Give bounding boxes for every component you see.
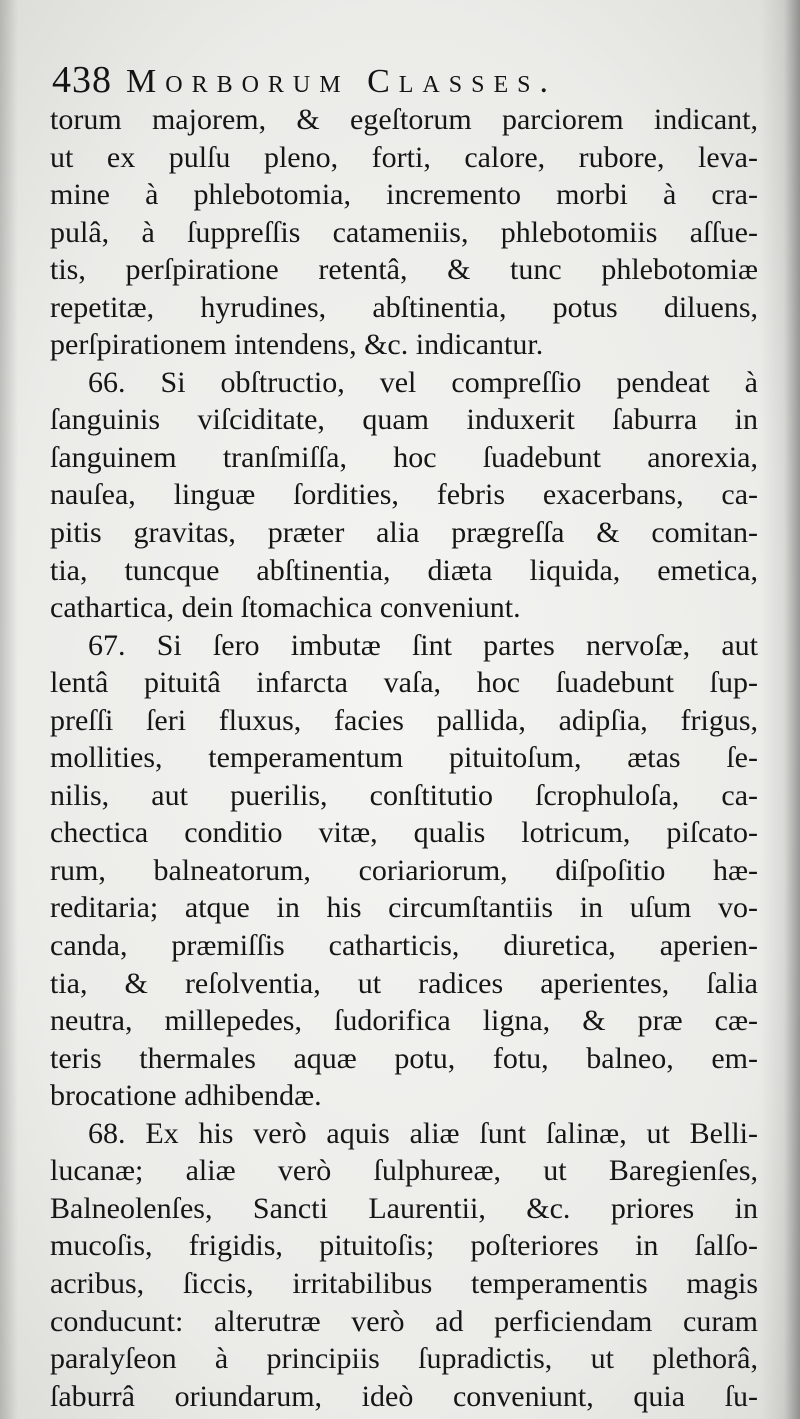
text-line: chectica conditio vitæ, qualis lotricum, piſcato- [50, 816, 758, 850]
text-line: canda, præmiſſis catharticis, diuretica, aperien- [50, 929, 758, 963]
text-line: rum, balneatorum, coriariorum, diſpoſitio hæ- [50, 853, 758, 887]
text-line: ſanguinem tranſmiſſa, hoc ſuadebunt anorexia, [50, 440, 758, 474]
text-line: cathartica, dein ſtomachica conveniunt. [50, 591, 521, 625]
text-line: paralyſeon à principiis ſupradictis, ut plethorâ, [50, 1342, 758, 1376]
text-line: teris thermales aquæ potu, fotu, balneo, em- [50, 1041, 758, 1075]
text-line: brocatione adhibendæ. [50, 1079, 322, 1113]
text-line: lentâ pituitâ infarcta vaſa, hoc ſuadebunt ſup- [50, 666, 758, 700]
text-line: tis, perſpiratione retentâ, & tunc phlebotomiæ [50, 253, 758, 287]
text-line: neutra, millepedes, ſudorifica ligna, & præ cæ- [50, 1004, 758, 1038]
text-line: perſpirationem intendens, &c. indicantur. [50, 328, 544, 362]
text-line: tia, tuncque abſtinentia, diæta liquida, emetica, [50, 553, 758, 587]
text-line: pulâ, à ſuppreſſis catameniis, phlebotomiis aſſue- [50, 215, 758, 249]
text-line: nilis, aut puerilis, conſtitutio ſcrophuloſa, ca- [50, 778, 758, 812]
text-line: tia, & reſolventia, ut radices aperientes, ſalia [50, 966, 758, 1000]
paragraph-68-start: 68. Ex his verò aquis aliæ ſunt ſalinæ, ut Belli- [88, 1116, 758, 1150]
text-line: torum majorem, & egeſtorum parciorem indicant, [50, 103, 758, 136]
text-line: ſanguinis viſciditate, quam induxerit ſaburra in [50, 403, 758, 437]
paragraph-67-start: 67. Si ſero imbutæ ſint partes nervoſæ, aut [88, 628, 758, 662]
text-line: Balneolenſes, Sancti Laurentii, &c. priores in [50, 1191, 758, 1225]
text-line: mollities, temperamentum pituitoſum, ætas ſe- [50, 741, 758, 775]
text-line: nauſea, linguæ ſordities, febris exacerbans, ca- [50, 478, 758, 512]
text-line: mucoſis, frigidis, pituitoſis; poſteriores in ſalſo- [50, 1229, 758, 1263]
text-line: mine à phlebotomia, incremento morbi à cra- [50, 178, 758, 212]
text-line: ut ex pulſu pleno, forti, calore, rubore, leva- [50, 140, 758, 174]
page-number: 438 [52, 59, 112, 101]
paragraph-66-start: 66. Si obſtructio, vel compreſſio pendeat à [88, 365, 758, 399]
page-gutter-shadow [0, 0, 18, 1419]
text-line: reditaria; atque in his circumſtantiis in uſum vo- [50, 891, 758, 925]
text-line: acribus, ſiccis, irritabilibus temperamentis magis [50, 1266, 758, 1300]
text-line: pitis gravitas, præter alia prægreſſa & comitan- [50, 516, 758, 550]
text-line: conducunt: alterutræ verò ad perficiendam curam [50, 1304, 758, 1338]
running-title: Morborum Classes. [126, 63, 557, 100]
body-text [50, 101, 758, 1415]
text-line: preſſi ſeri fluxus, facies pallida, adipſia, frigus, [50, 703, 758, 737]
text-line: repetitæ, hyrudines, abſtinentia, potus diluens, [50, 290, 758, 324]
text-line: lucanæ; aliæ verò ſulphureæ, ut Baregienſes, [50, 1154, 758, 1188]
text-line: ſaburrâ oriundarum, ideò conveniunt, quia ſu- [50, 1379, 758, 1413]
page-edge-shadow [760, 0, 800, 1419]
